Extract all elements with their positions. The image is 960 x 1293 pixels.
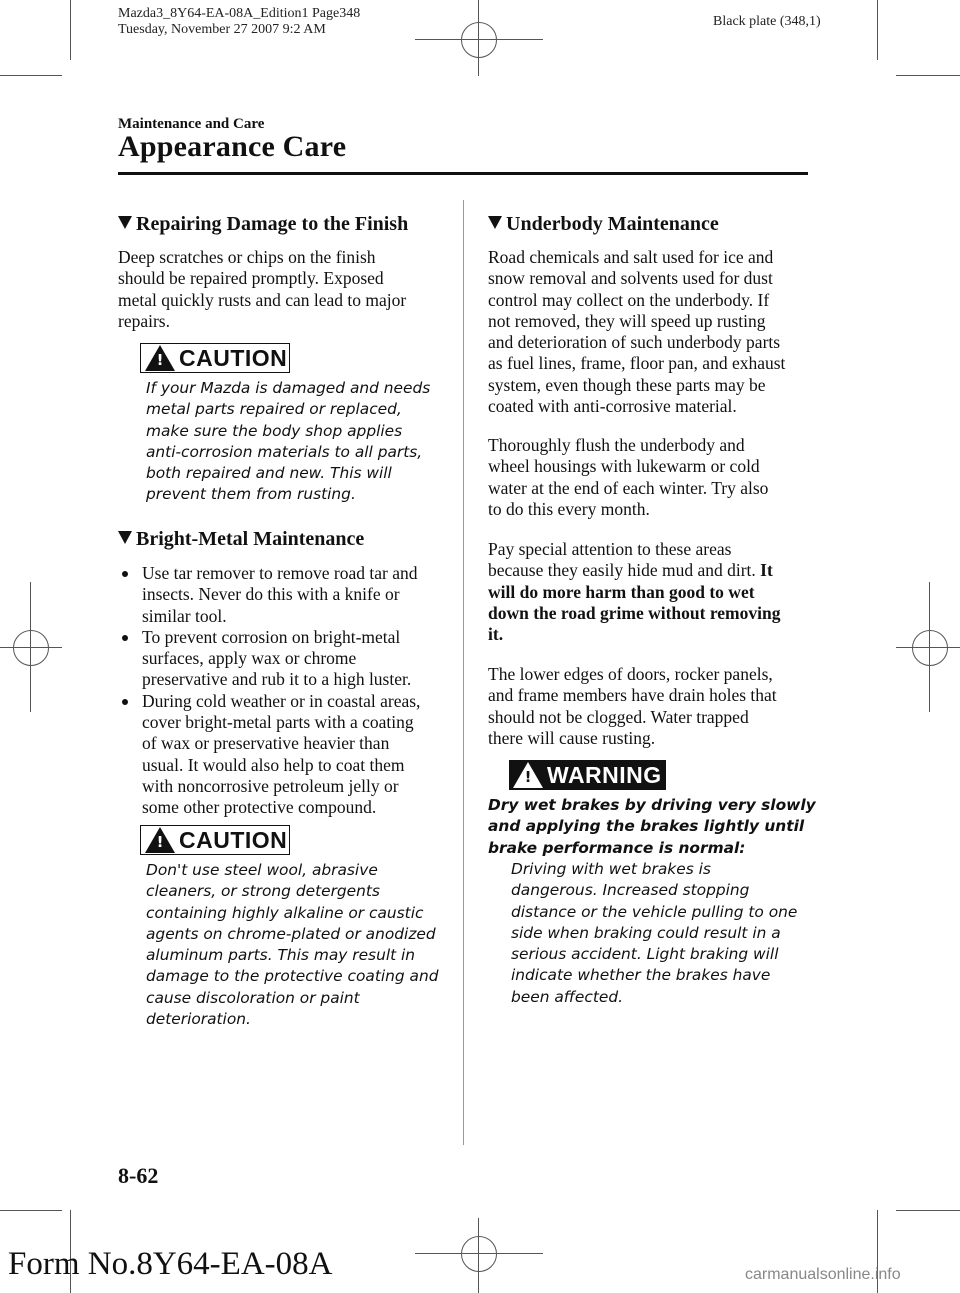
page-title: Appearance Care (118, 130, 347, 163)
heading-underbody: Underbody Maintenance (488, 212, 719, 236)
warning-lead-text: Dry wet brakes by driving very slowly and applying the brakes lightly until brake performance is normal: (488, 796, 816, 857)
bullet-dot-icon (122, 571, 128, 577)
paragraph-repairing: Deep scratches or chips on the finish should be repaired promptly. Exposed metal quickly rusts and can lead to major repairs. (118, 247, 407, 331)
list-item: During cold weather or in coastal areas, cover bright-metal parts with a coating of wax or preservative heavier than usual. It would also help to coat them with noncorrosive petroleum jelly or some other protective compound. (118, 691, 458, 819)
heading-bright-metal: Bright-Metal Maintenance (118, 527, 364, 551)
warning-body-text: Driving with wet brakes is dangerous. Increased stopping distance or the vehicle pulling to one side when braking could result in a serious accident. Light braking will indicate whether the brakes have been affected. (511, 860, 798, 1006)
warning-triangle-icon: ! (513, 762, 543, 788)
bullet-dot-icon (122, 699, 128, 705)
caution-text-repair: If your Mazda is damaged and needs metal parts repaired or replaced, make sure the body shop applies anti-corrosion materials to all parts, both repaired and new. This will prevent them from rusting. (146, 379, 431, 504)
caution-label-box: ! CAUTION (140, 343, 290, 373)
paragraph-drain-holes: The lower edges of doors, rocker panels, and frame members have drain holes that should not be clogged. Water trapped there will cause rusting. (488, 664, 777, 748)
triangle-bullet-icon (488, 216, 502, 229)
caution-label-box: ! CAUTION (140, 825, 290, 855)
watermark: carmanualsonline.info (745, 1266, 901, 1283)
caution-text-chrome: Don't use steel wool, abrasive cleaners, or strong detergents containing highly alkaline or caustic agents on chrome-plated or anodized aluminum parts. This may result in damage to the protective coating and cause discoloration or paint deterioration. (146, 861, 439, 1029)
print-job-line: Mazda3_8Y64-EA-08A_Edition1 Page348 (118, 6, 361, 21)
plate-label: Black plate (348,1) (713, 14, 821, 29)
print-timestamp: Tuesday, November 27 2007 9:2 AM (118, 22, 326, 37)
bullet-dot-icon (122, 635, 128, 641)
triangle-bullet-icon (118, 216, 132, 229)
bright-metal-bullets (118, 563, 458, 819)
form-number: Form No.8Y64-EA-08A (8, 1246, 333, 1282)
paragraph-flush: Thoroughly flush the underbody and wheel housings with lukewarm or cold water at the end of each winter. Try also to do this every month. (488, 435, 769, 519)
title-rule (118, 172, 808, 175)
warning-label-box: ! WARNING (509, 760, 666, 790)
list-item: To prevent corrosion on bright-metal surfaces, apply wax or chrome preservative and rub it to a high luster. (118, 627, 458, 691)
caution-triangle-icon: ! (145, 345, 175, 371)
list-item: Use tar remover to remove road tar and insects. Never do this with a knife or similar tool. (118, 563, 458, 627)
heading-repairing-damage: Repairing Damage to the Finish (118, 212, 408, 236)
triangle-bullet-icon (118, 531, 132, 544)
section-label: Maintenance and Care (118, 116, 265, 132)
page-number: 8-62 (118, 1163, 159, 1188)
paragraph-attention: Pay special attention to these areas because they easily hide mud and dirt. It will do more harm than good to wet down the road grime without removing it. (488, 539, 781, 645)
paragraph-road-chemicals: Road chemicals and salt used for ice and snow removal and solvents used for dust control may collect on the underbody. If not removed, they will speed up rusting and deterioration of such underbody parts as fuel lines, frame, floor pan, and exhaust system, even though these parts may be coated with anti-corrosive material. (488, 247, 786, 417)
column-divider (463, 200, 464, 1145)
caution-triangle-icon: ! (145, 827, 175, 853)
